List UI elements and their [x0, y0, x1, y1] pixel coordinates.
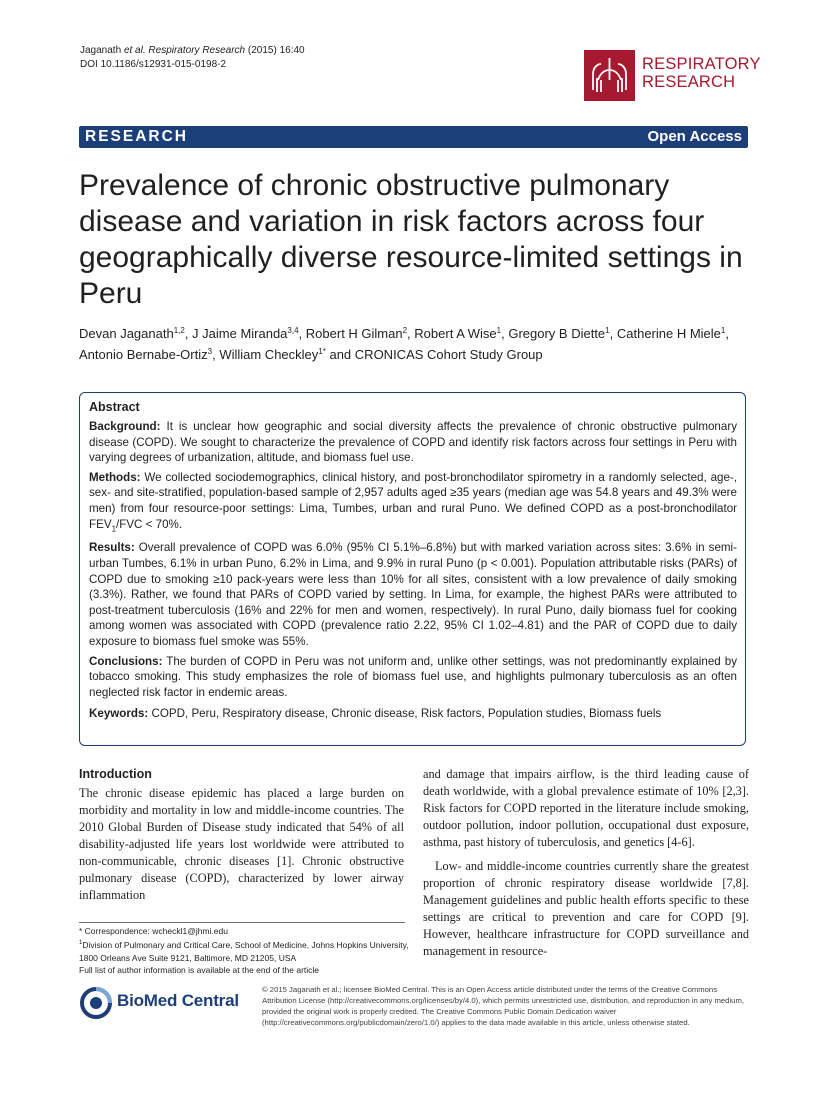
abstract-text: Overall prevalence of COPD was 6.0% (95% CI 5.1%–6.8%) but with marked variation across sites: 3.6% in semi-urban Tumbes, 6.1% in urban Puno, 6.2% in Lima, and 9.9% in rural Puno (p < 0.001). Population attributable risks (PARs) of COPD due to smoking ≥10 pack-years were less than 10% for all sites, consistent with a low prevalence of daily smoking (3.3%). Rather, we found that PARs of COPD varied by setting. In Lima, for example, the highest PARs were attributed to post-treatment tuberculosis (16% and 22% for men and women, respectively). In rural Puno, daily biomass fuel for cooking among women was associated with COPD (prevalence ratio 2.22, 95% CI 1.02–4.81) and the PAR of COPD due to daily exposure to biomass fuel smoke was 55%. — [89, 541, 737, 649]
citation-volume: (2015) 16:40 — [247, 45, 305, 56]
abstract-conclusions — [89, 654, 737, 701]
affiliation-sup: 1 — [720, 326, 726, 335]
author-group[interactable]: CRONICAS Cohort Study Group — [354, 347, 543, 362]
citation-etal: et al. — [123, 45, 146, 56]
author-list: Devan Jaganath$^{1,2}$, J Jaime Miranda$^{3,4}$, Robert H Gilman$^2$, Robert A Wise$^1$, Gregory B Diette$^1$, Catherine H Miele$^1$, Antonio Bernabe-Ortiz$^3$, William Checkley$^{1*}$ and CRONICAS Cohort Study Group — [79, 326, 729, 362]
publisher-name: BioMed Central — [117, 991, 239, 1010]
author[interactable]: Gregory B Diette$^1$ — [508, 326, 610, 341]
footnote — [79, 925, 409, 976]
article-type-label: RESEARCH — [85, 128, 188, 145]
section-heading-introduction: Introduction — [79, 767, 152, 781]
abstract-label: Keywords: — [89, 707, 149, 721]
author[interactable]: William Checkley$^{1*}$ — [219, 347, 326, 362]
abstract-heading: Abstract — [89, 400, 140, 414]
citation-author: Jaganath — [80, 45, 122, 56]
abstract-label: Methods: — [89, 470, 141, 484]
affiliation-sup: 3 — [207, 347, 213, 356]
license-statement: © 2015 Jaganath et al.; licensee BioMed Central. This is an Open Access article distributed under the terms of the Creative Commons Attribution License (http://creativecommons.org/licenses/by/4.0), which permits unrestricted use, distribution, and reproduction in any medium, provided the original work is properly credited. The Creative Commons Public Domain Dedication waiver (http://creativecommons.org/publicdomain/zero/1.0/) applies to the data made available in this article, unless otherwise stated. — [262, 985, 744, 1027]
publisher-logo[interactable] — [79, 985, 249, 1021]
author[interactable]: Catherine H Miele$^1$ — [616, 326, 726, 341]
affiliation-sup: 1 — [79, 940, 83, 947]
body-paragraph: and damage that impairs airflow, is the third leading cause of death worldwide, with a global prevalence estimate of 10% [2,3]. Risk factors for COPD reported in the literature include smoking, outdoor pollution, indoor pollution, occupational dust exposure, asthma, past history of tuberculosis, and genetics [4-6]. — [423, 767, 749, 849]
lungs-icon — [584, 50, 635, 101]
affiliation-sup: 1 — [496, 326, 502, 335]
author[interactable]: Robert A Wise$^1$ — [414, 326, 502, 341]
journal-name — [642, 55, 761, 91]
author[interactable]: Devan Jaganath$^{1,2}$ — [79, 326, 185, 341]
full-author-info-note: Full list of author information is available at the end of the article — [79, 965, 320, 976]
journal-logo[interactable] — [584, 46, 784, 100]
affiliation-sup: 3,4 — [287, 326, 299, 335]
keyword-list: COPD, Peru, Respiratory disease, Chronic disease, Risk factors, Population studies, Biomass fuels — [151, 707, 662, 721]
abstract-background — [89, 419, 737, 466]
open-access-label[interactable]: Open Access — [647, 128, 742, 145]
citation-journal: Respiratory Research — [148, 45, 246, 56]
citation-header — [80, 44, 305, 72]
affiliation-text: Division of Pulmonary and Critical Care, School of Medicine, Johns Hopkins University, 1800 Orleans Ave Suite 9121, Baltimore, MD 21205, USA — [79, 940, 409, 963]
affiliation-sup: 1* — [318, 347, 326, 356]
journal-name-line1: RESPIRATORY — [642, 55, 761, 73]
article-type-bar — [79, 126, 748, 148]
abstract-label: Results: — [89, 541, 135, 555]
footnote-divider — [79, 922, 405, 923]
abstract-results — [89, 540, 737, 649]
abstract-text: We collected sociodemographics, clinical history, and post-bronchodilator spirometry in a randomly selected, age-, sex- and site-stratified, population-based sample of 2,957 adults aged ≥35 years (median age was 54.8 years and 49.3% were men) from four resource-poor settings: Lima, Tumbes, urban and rural Puno. We defined COPD as a post-bronchodilator FEV — [89, 470, 737, 531]
abstract-label: Background: — [89, 420, 161, 433]
author[interactable]: Robert H Gilman$^2$ — [305, 326, 408, 341]
citation-line — [80, 44, 305, 58]
body-column-left — [79, 766, 404, 904]
subscript: 1 — [111, 523, 117, 533]
affiliation-sup: 1,2 — [173, 326, 185, 335]
affiliation-sup: 2 — [402, 326, 408, 335]
journal-name-line2: RESEARCH — [642, 73, 736, 91]
abstract-text: The burden of COPD in Peru was not uniform and, unlike other settings, was not predominantly explained by tobacco smoking. This study emphasizes the role of biomass fuel use, and highlights pulmonary tuberculosis as an often neglected risk factor in endemic areas. — [89, 654, 738, 699]
affiliation — [79, 937, 409, 964]
abstract-text: It is unclear how geographic and social diversity affects the prevalence of chronic obstructive pulmonary disease (COPD). We sought to characterize the prevalence of COPD and identify risk factors across four settings in Peru with varying degrees of urbanization, altitude, and biomass fuel use. — [89, 420, 737, 465]
body-paragraph: The chronic disease epidemic has placed a large burden on morbidity and mortality in low and middle-income countries. The 2010 Global Burden of Disease study indicated that 54% of all disability-adjusted life years lost worldwide were attributed to non-communicable, chronic diseases [1]. Chronic obstructive pulmonary disease (COPD), characterized by lower airway inflammation — [79, 786, 404, 902]
author[interactable]: J Jaime Miranda$^{3,4}$ — [192, 326, 299, 341]
abstract-keywords — [89, 706, 737, 722]
abstract-label: Conclusions: — [89, 654, 163, 668]
correspondence[interactable]: * Correspondence: wcheckl1@jhmi.edu — [79, 926, 228, 936]
article-title: Prevalence of chronic obstructive pulmonary disease and variation in risk factors across four geographically diverse resource-limited settings in Peru — [79, 169, 743, 310]
doi: DOI 10.1186/s12931-015-0198-2 — [80, 59, 227, 70]
authors-and: and — [329, 347, 352, 362]
author[interactable]: Antonio Bernabe-Ortiz$^3$ — [79, 347, 213, 362]
body-paragraph: Low- and middle-income countries currently share the greatest proportion of chronic respiratory disease worldwide [7,8]. Management guidelines and public health efforts specific to these settings are critical to prevention and care for COPD [9]. However, healthcare infrastructure for COPD surveillance and management in resource- — [423, 859, 749, 958]
abstract-box — [79, 392, 746, 746]
body-column-right — [423, 766, 749, 960]
abstract-text: /FVC < 70%. — [116, 517, 183, 531]
affiliation-sup: 1 — [605, 326, 610, 335]
abstract-methods — [89, 470, 737, 537]
biomed-central-icon — [79, 986, 113, 1020]
